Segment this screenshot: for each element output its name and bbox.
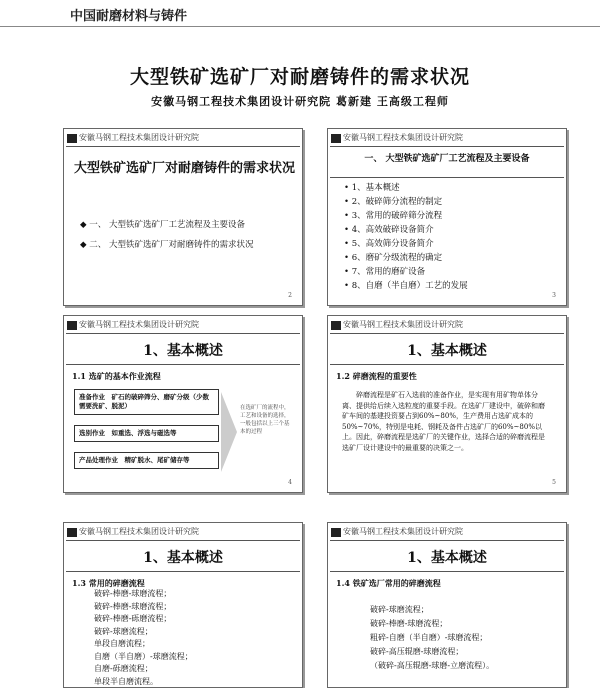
- slide-1: [63, 128, 303, 306]
- slide-header: [331, 526, 463, 538]
- bullet-item: • 3、常用的破碎筛分流程: [344, 209, 468, 223]
- list-item: 单段半自磨流程。: [94, 676, 193, 688]
- page-number: 5: [552, 479, 556, 486]
- slide-subtitle: 1.2 碎磨流程的重要性: [336, 371, 417, 382]
- slide-org: 安徽马钢工程技术集团设计研究院: [79, 527, 199, 536]
- slide-6: [327, 522, 567, 688]
- flow-list: [94, 588, 193, 688]
- slide-subtitle: 1.1 选矿的基本作业流程: [72, 371, 161, 382]
- process-boxes: [74, 389, 219, 479]
- slide-title: 一、 大型铁矿选矿厂工艺流程及主要设备: [328, 151, 566, 164]
- bullet-item: • 7、常用的磨矿设备: [344, 265, 468, 279]
- slide-2: [327, 128, 567, 306]
- list-item: 自磨（半自磨）-球磨流程；: [94, 651, 193, 664]
- list-item: 自磨-砾磨流程；: [94, 663, 193, 676]
- bullet-item: • 8、自磨（半自磨）工艺的发展: [344, 279, 468, 293]
- list-item: 粗碎-自磨（半自磨）-球磨流程；: [370, 631, 494, 645]
- divider: [330, 571, 564, 572]
- process-box: 选别作业 如重选、浮选与磁选等: [74, 425, 219, 442]
- slide-subtitle: 1.3 常用的碎磨流程: [72, 578, 145, 589]
- divider: [330, 540, 564, 541]
- bullet-item: • 2、破碎筛分流程的制定: [344, 195, 468, 209]
- list-item: 破碎-棒磨-砾磨流程；: [94, 613, 193, 626]
- page-number: 4: [288, 479, 292, 486]
- slide-org: 安徽马钢工程技术集团设计研究院: [343, 320, 463, 329]
- flow-list: [370, 603, 494, 673]
- list-item: 破碎-高压辊磨-球磨流程；: [370, 645, 494, 659]
- divider: [330, 333, 564, 334]
- slide-3: [63, 315, 303, 493]
- article-authors: 安徽马钢工程技术集团设计研究院 葛新建 王高级工程师: [0, 93, 600, 109]
- slide-org: 安徽马钢工程技术集团设计研究院: [343, 527, 463, 536]
- bullet-item: • 4、高效破碎设备简介: [344, 223, 468, 237]
- arrow-icon: [221, 392, 237, 472]
- slide-4: [327, 315, 567, 493]
- slide-title: 1、基本概述: [328, 340, 566, 360]
- slide-title: 1、基本概述: [64, 340, 302, 360]
- slide-header: [331, 319, 463, 331]
- divider: [66, 571, 300, 572]
- list-item: 破碎-棒磨-球磨流程；: [370, 617, 494, 631]
- list-item: （破碎-高压辊磨-球磨-立磨流程）。: [370, 659, 494, 673]
- bullet-item: • 6、磨矿分级流程的确定: [344, 251, 468, 265]
- slide-bullets: [80, 215, 253, 255]
- slide-subtitle: 1.4 铁矿选厂常用的碎磨流程: [336, 578, 441, 589]
- bullet-item: ◆ 一、 大型铁矿选矿厂工艺流程及主要设备: [80, 215, 253, 235]
- slide-bullets: [344, 181, 468, 293]
- side-note: 在选矿厂的流程中，工艺和设备的选择，一般包括以上三个基本的过程: [240, 404, 292, 436]
- institute-logo-icon: [331, 134, 341, 143]
- institute-logo-icon: [331, 321, 341, 330]
- page-number: 3: [552, 292, 556, 299]
- divider: [330, 146, 564, 147]
- bullet-item: ◆ 二、 大型铁矿选矿厂对耐磨铸件的需求状况: [80, 235, 253, 255]
- list-item: 单段自磨流程；: [94, 638, 193, 651]
- article-title: 大型铁矿选矿厂对耐磨铸件的需求状况: [0, 62, 600, 89]
- slide-header: [331, 132, 463, 144]
- slide-org: 安徽马钢工程技术集团设计研究院: [343, 133, 463, 142]
- list-item: 破碎-球磨流程；: [94, 626, 193, 639]
- bullet-item: • 1、基本概述: [344, 181, 468, 195]
- institute-logo-icon: [331, 528, 341, 537]
- process-box: 准备作业 矿石的破碎筛分、磨矿分级（少数需要洗矿、脱泥）: [74, 389, 219, 415]
- institute-logo-icon: [67, 321, 77, 330]
- institute-logo-icon: [67, 528, 77, 537]
- slide-title: 大型铁矿选矿厂对耐磨铸件的需求状况: [74, 157, 303, 176]
- divider: [330, 177, 564, 178]
- divider: [66, 146, 300, 147]
- process-box: 产品处理作业 精矿脱水、尾矿储存等: [74, 452, 219, 469]
- slide-org: 安徽马钢工程技术集团设计研究院: [79, 320, 199, 329]
- slide-org: 安徽马钢工程技术集团设计研究院: [79, 133, 199, 142]
- slide-header: [67, 132, 199, 144]
- divider: [330, 364, 564, 365]
- institute-logo-icon: [67, 134, 77, 143]
- journal-name: 中国耐磨材料与铸件: [70, 5, 187, 24]
- slide-paragraph: 碎磨流程是矿石入选前的准备作业，是实现有用矿物单体分离、提供给后续入选粒度的重要手段。在选矿厂建设中，破碎和磨矿车间的基建投资要占到60%~80%，生产费用占选矿成本的50%~70%，特别是电耗、钢耗及备件占选矿厂的60%~80%以上。因此，碎磨流程是选矿厂的关键作业，选择合适的碎磨流程是选矿厂设计建设中的最重要的决策之一。: [342, 390, 548, 453]
- page-number: 2: [288, 292, 292, 299]
- slide-title: 1、基本概述: [328, 547, 566, 567]
- divider: [66, 333, 300, 334]
- divider: [66, 364, 300, 365]
- slide-header: [67, 526, 199, 538]
- bullet-item: • 5、高效筛分设备简介: [344, 237, 468, 251]
- slide-5: [63, 522, 303, 688]
- slide-header: [67, 319, 199, 331]
- list-item: 破碎-棒磨-球磨流程；: [94, 601, 193, 614]
- journal-header: [0, 0, 600, 27]
- list-item: 破碎-棒磨-球磨流程；: [94, 588, 193, 601]
- slide-title: 1、基本概述: [64, 547, 302, 567]
- list-item: 破碎-球磨流程；: [370, 603, 494, 617]
- divider: [66, 540, 300, 541]
